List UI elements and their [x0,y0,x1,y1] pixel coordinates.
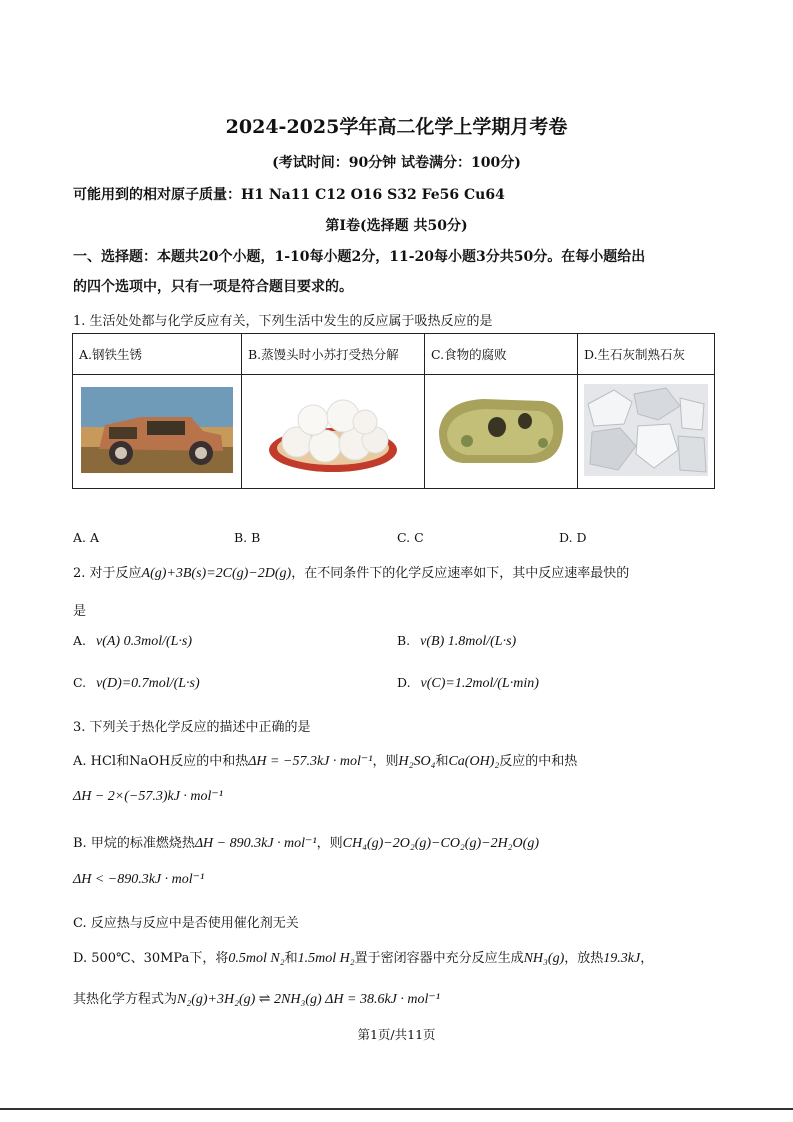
q2-option-a-label: A. [73,633,87,648]
q3-d-and: 和 [284,951,298,966]
q2-option-b [397,633,516,650]
q3-a-suffix: 反应的中和热 [499,754,578,769]
question-3-stem: 3. 下列关于热化学反应的描述中正确的是 [73,720,311,735]
q3-a-then: ，则 [372,754,399,769]
q1-option-a: A. A [73,530,100,545]
q3-option-c: C. 反应热与反应中是否使用催化剂无关 [73,916,299,931]
q3-option-a-line2: ΔH − 2×(−57.3)kJ · mol⁻¹ [73,789,224,804]
part-heading: 第Ⅰ卷(选择题 共50分) [325,218,468,234]
q3-a-caoh2: Ca(OH)₂ [448,754,500,769]
q3-d-prefix: D. 500℃、30MPa下，将 [73,951,229,966]
q2-option-b-value: v(B) 1.8mol/(L·s) [420,634,517,649]
q1-option-c: C. C [397,530,424,545]
q1-option-b: B. B [234,530,261,545]
q2-option-c-value: v(D)=0.7mol/(L·s) [96,676,200,691]
table-header-c: C.食物的腐败 [425,334,578,375]
q2-option-b-label: B. [397,633,411,648]
rusty-car-illustration [81,387,233,473]
q3-d-h2: 1.5mol H₂ [297,951,355,966]
q3-d-thermo-equation: N₂(g)+3H₂(g) ⇌ 2NH₃(g) ΔH = 38.6kJ · mol⁻¹ [177,992,440,1007]
q3-option-d-line2 [73,988,440,1008]
q3-a-and: 和 [435,754,449,769]
table-header-a: A.钢铁生锈 [73,334,242,375]
q2-option-c-label: C. [73,675,87,690]
q3-option-b-line1 [73,832,539,852]
q2-option-d-label: D. [397,675,411,690]
q3-b-prefix: B. 甲烷的标准燃烧热 [73,836,195,851]
q2-reaction: A(g)+3B(s)=2C(g)−2D(g) [141,566,292,581]
question-1-stem: 1. 生活处处都与化学反应有关，下列生活中发生的反应属于吸热反应的是 [73,314,493,329]
q3-option-b-line2: ΔH < −890.3kJ · mol⁻¹ [73,872,205,887]
q3-d-nh3: NH₃(g) [523,951,565,966]
q2-option-d-value: v(C)=1.2mol/(L·min) [420,676,539,691]
q3-d-comma: ， [640,951,654,966]
q3-d-text: 置于密闭容器中充分反应生成 [354,951,524,966]
section-intro-line2: 的四个选项中，只有一项是符合题目要求的。 [73,279,353,295]
q2-option-a-value: v(A) 0.3mol/(L·s) [96,634,193,649]
q2-option-c [73,675,200,692]
moldy-bread-illustration [433,391,569,469]
q3-b-enthalpy: ΔH − 890.3kJ · mol⁻¹ [194,836,317,851]
question-2-stem [73,562,629,582]
q2-stem-prefix: 2. 对于反应 [73,566,142,581]
q3-d-line2-prefix: 其热化学方程式为 [73,992,178,1007]
page-number: 第1页/共11页 [357,1027,436,1042]
page-title: 2024-2025学年高二化学上学期月考卷 [225,116,568,138]
q3-option-a-line1 [73,750,577,770]
question-1-table [72,333,715,489]
q1-option-d: D. D [559,530,587,545]
rusty-car-photo [73,375,242,489]
steamed-buns-illustration [267,384,399,476]
q3-b-equation: CH₄(g)−2O₂(g)−CO₂(g)−2H₂O(g) [342,836,539,851]
steamed-buns-photo [242,375,425,489]
quicklime-photo [578,375,715,489]
section-intro-line1: 一、选择题：本题共20个小题，1-10每小题2分，11-20每小题3分共50分。在每小题给出 [73,249,646,265]
q3-b-then: ，则 [316,836,343,851]
table-header-d: D.生石灰制熟石灰 [578,334,715,375]
q3-a-prefix: A. HCl和NaOH反应的中和热 [73,754,249,769]
q3-option-d-line1 [73,947,653,967]
bottom-divider [0,1108,793,1110]
q2-stem-line2: 是 [73,604,87,619]
table-header-b: B.蒸馒头时小苏打受热分解 [242,334,425,375]
q3-a-h2so4: H₂SO₄ [398,754,436,769]
moldy-bread-photo [425,375,578,489]
q3-d-heat: 19.3kJ [603,951,641,966]
atomic-mass-line: 可能用到的相对原子质量：H1 Na11 C12 O16 S32 Fe56 Cu64 [73,187,505,203]
q3-d-n2: 0.5mol N₂ [228,951,285,966]
q3-d-release: ，放热 [564,951,604,966]
quicklime-illustration [584,384,708,476]
exam-info: (考试时间：90分钟 试卷满分：100分) [272,155,521,171]
q2-option-d [397,675,539,692]
q2-option-a [73,633,192,650]
q2-stem-suffix: ，在不同条件下的化学反应速率如下，其中反应速率最快的 [291,566,630,581]
q3-a-enthalpy: ΔH = −57.3kJ · mol⁻¹ [248,754,373,769]
